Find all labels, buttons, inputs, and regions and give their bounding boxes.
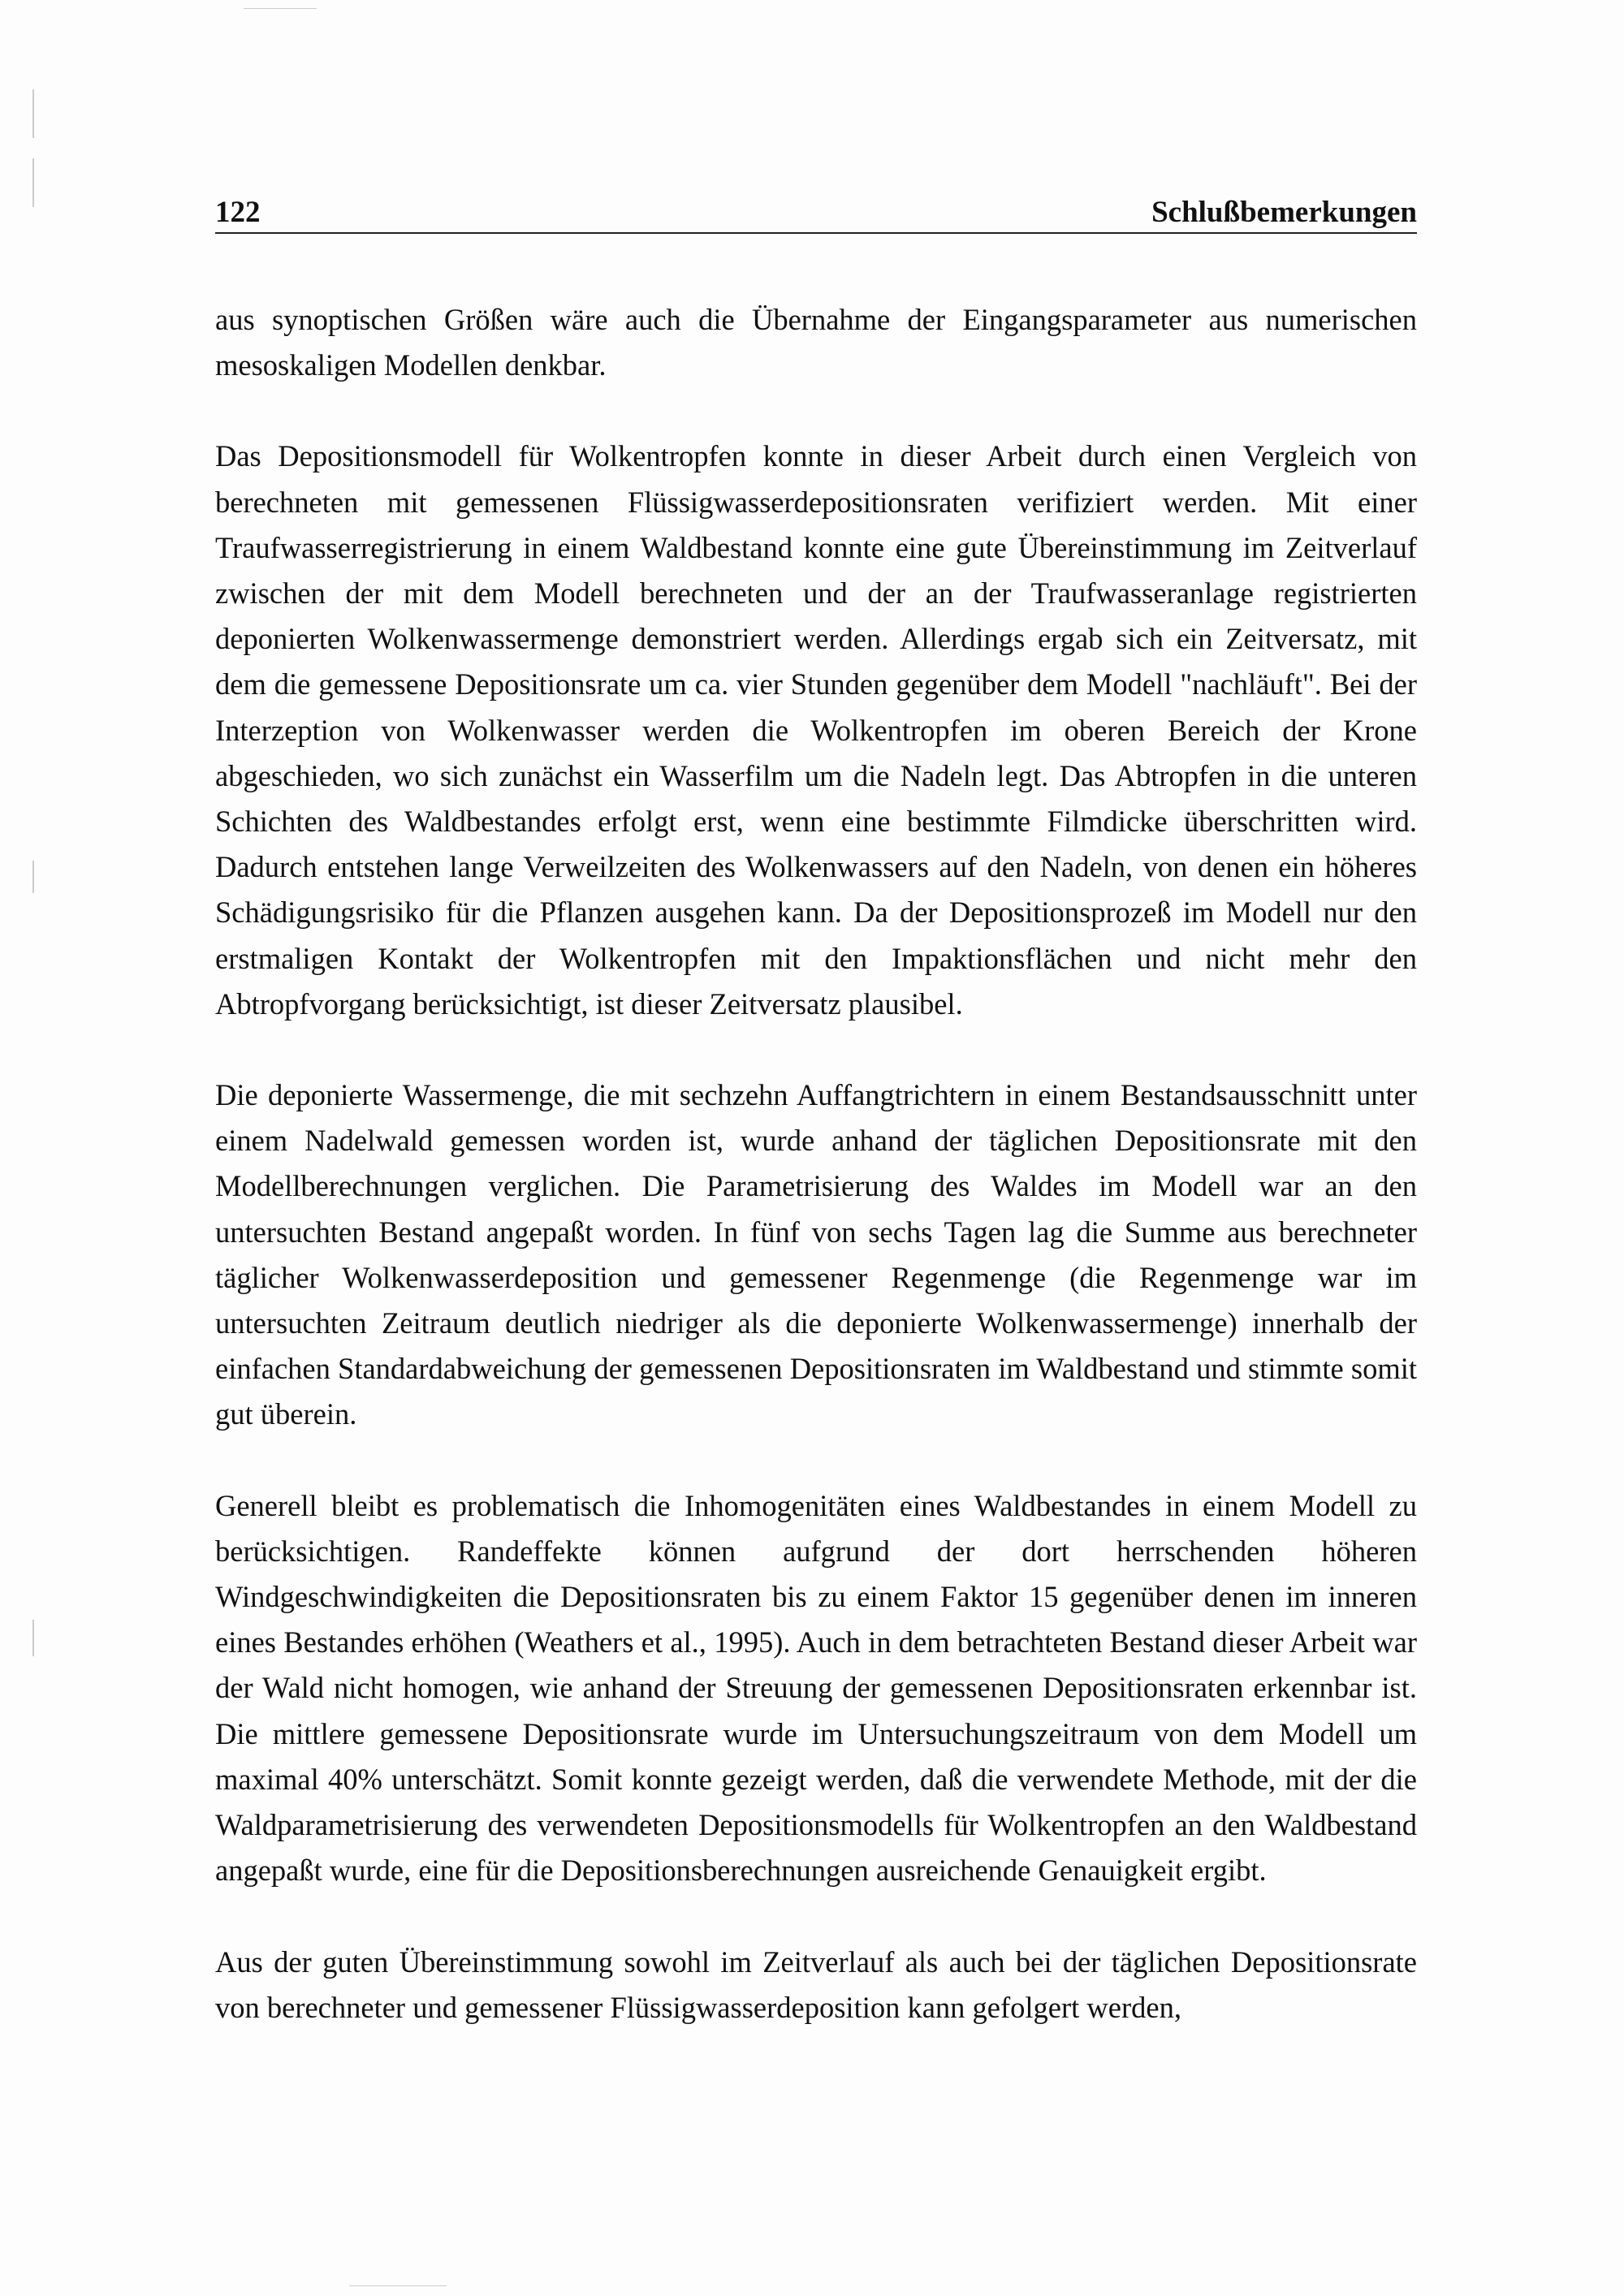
page-header xyxy=(215,193,1417,234)
body-text xyxy=(215,297,1417,2031)
paragraph-1: aus synoptischen Größen wäre auch die Übernahme der Eingangsparameter aus numerischen mesoskaligen Modellen denkbar. xyxy=(215,303,1417,382)
paragraph-3: Die deponierte Wassermenge, die mit sechzehn Auffangtrichtern in einem Bestandsausschnitt unter einem Nadelwald gemessen worden ist, wurde anhand der täglichen Depositionsrate mit den Modellberechnungen verglichen. Die Parametrisierung des Waldes im Modell war an den untersuchten Bestand angepaßt worden. In fünf von sechs Tagen lag die Summe aus berechneter täglicher Wolkenwasserdeposition und gemessener Regenmenge (die Regenmenge war im untersuchten Zeitraum deutlich niedriger als die deponierte Wolkenwassermenge) innerhalb der einfachen Standardabweichung der gemessenen Depositionsraten im Waldbestand und stimmte somit gut überein. xyxy=(215,1078,1417,1431)
paragraph-4: Generell bleibt es problematisch die Inhomogenitäten eines Waldbestandes in einem Modell zu berücksichtigen. Randeffekte können aufgrund der dort herrschenden höheren Windgeschwindigkeiten die Depositionsraten bis zu einem Faktor 15 gegenüber denen im inneren eines Bestandes erhöhen (Weathers et al., 1995). Auch in dem betrachteten Bestand dieser Arbeit war der Wald nicht homogen, wie anhand der Streuung der gemessenen Depositionsraten erkennbar ist. Die mittlere gemessene Depositionsrate wurde im Untersuchungszeitraum von dem Modell um maximal 40% unterschätzt. Somit konnte gezeigt werden, daß die verwendete Methode, mit der die Waldparametrisierung des verwendeten Depositionsmodells für Wolkentropfen an den Waldbestand angepaßt wurde, eine für die Depositionsberechnungen ausreichende Genauigkeit ergibt. xyxy=(215,1488,1417,1888)
paragraph-5: Aus der guten Übereinstimmung sowohl im Zeitverlauf als auch bei der täglichen Depositionsrate von berechneter und gemessener Flüssigwasserdeposition kann gefolgert werden, xyxy=(215,1944,1417,2024)
scan-artifact-bottom xyxy=(349,2285,447,2286)
scan-artifact-top xyxy=(244,8,317,9)
page-number: 122 xyxy=(215,196,261,229)
paragraph-2: Das Depositionsmodell für Wolkentropfen konnte in dieser Arbeit durch einen Vergleich von berechneten mit gemessenen Flüssigwasserdepositionsraten verifiziert werden. Mit einer Traufwasserregistrierung in einem Waldbestand konnte eine gute Übereinstimmung im Zeitverlauf zwischen der mit dem Modell berechneten und der an der Traufwasseranlage registrierten deponierten Wolkenwassermenge demonstriert werden. Allerdings ergab sich ein Zeitversatz, mit dem die gemessene Depositionsrate um ca. vier Stunden gegenüber dem Modell "nachläuft". Bei der Interzeption von Wolkenwasser werden die Wolkentropfen im oberen Bereich der Krone abgeschieden, wo sich zunächst ein Wasserfilm um die Nadeln legt. Das Abtropfen in die unteren Schichten des Waldbestandes erfolgt erst, wenn eine bestimmte Filmdicke überschritten wird. Dadurch entstehen lange Verweilzeiten des Wolkenwassers auf den Nadeln, von denen ein höheres Schädigungsrisiko für die Pflanzen ausgehen kann. Da der Depositionsprozeß im Modell nur den erstmaligen Kontakt der Wolkentropfen mit den Impaktionsflächen und nicht mehr den Abtropfvorgang berücksichtigt, ist dieser Zeitversatz plausibel. xyxy=(215,439,1417,1021)
scan-artifact-left-4 xyxy=(32,1620,34,1656)
scan-artifact-left-1 xyxy=(32,89,34,138)
scan-artifact-left-3 xyxy=(32,861,34,893)
running-title: Schlußbemerkungen xyxy=(1151,196,1417,229)
scan-artifact-left-2 xyxy=(32,158,34,207)
